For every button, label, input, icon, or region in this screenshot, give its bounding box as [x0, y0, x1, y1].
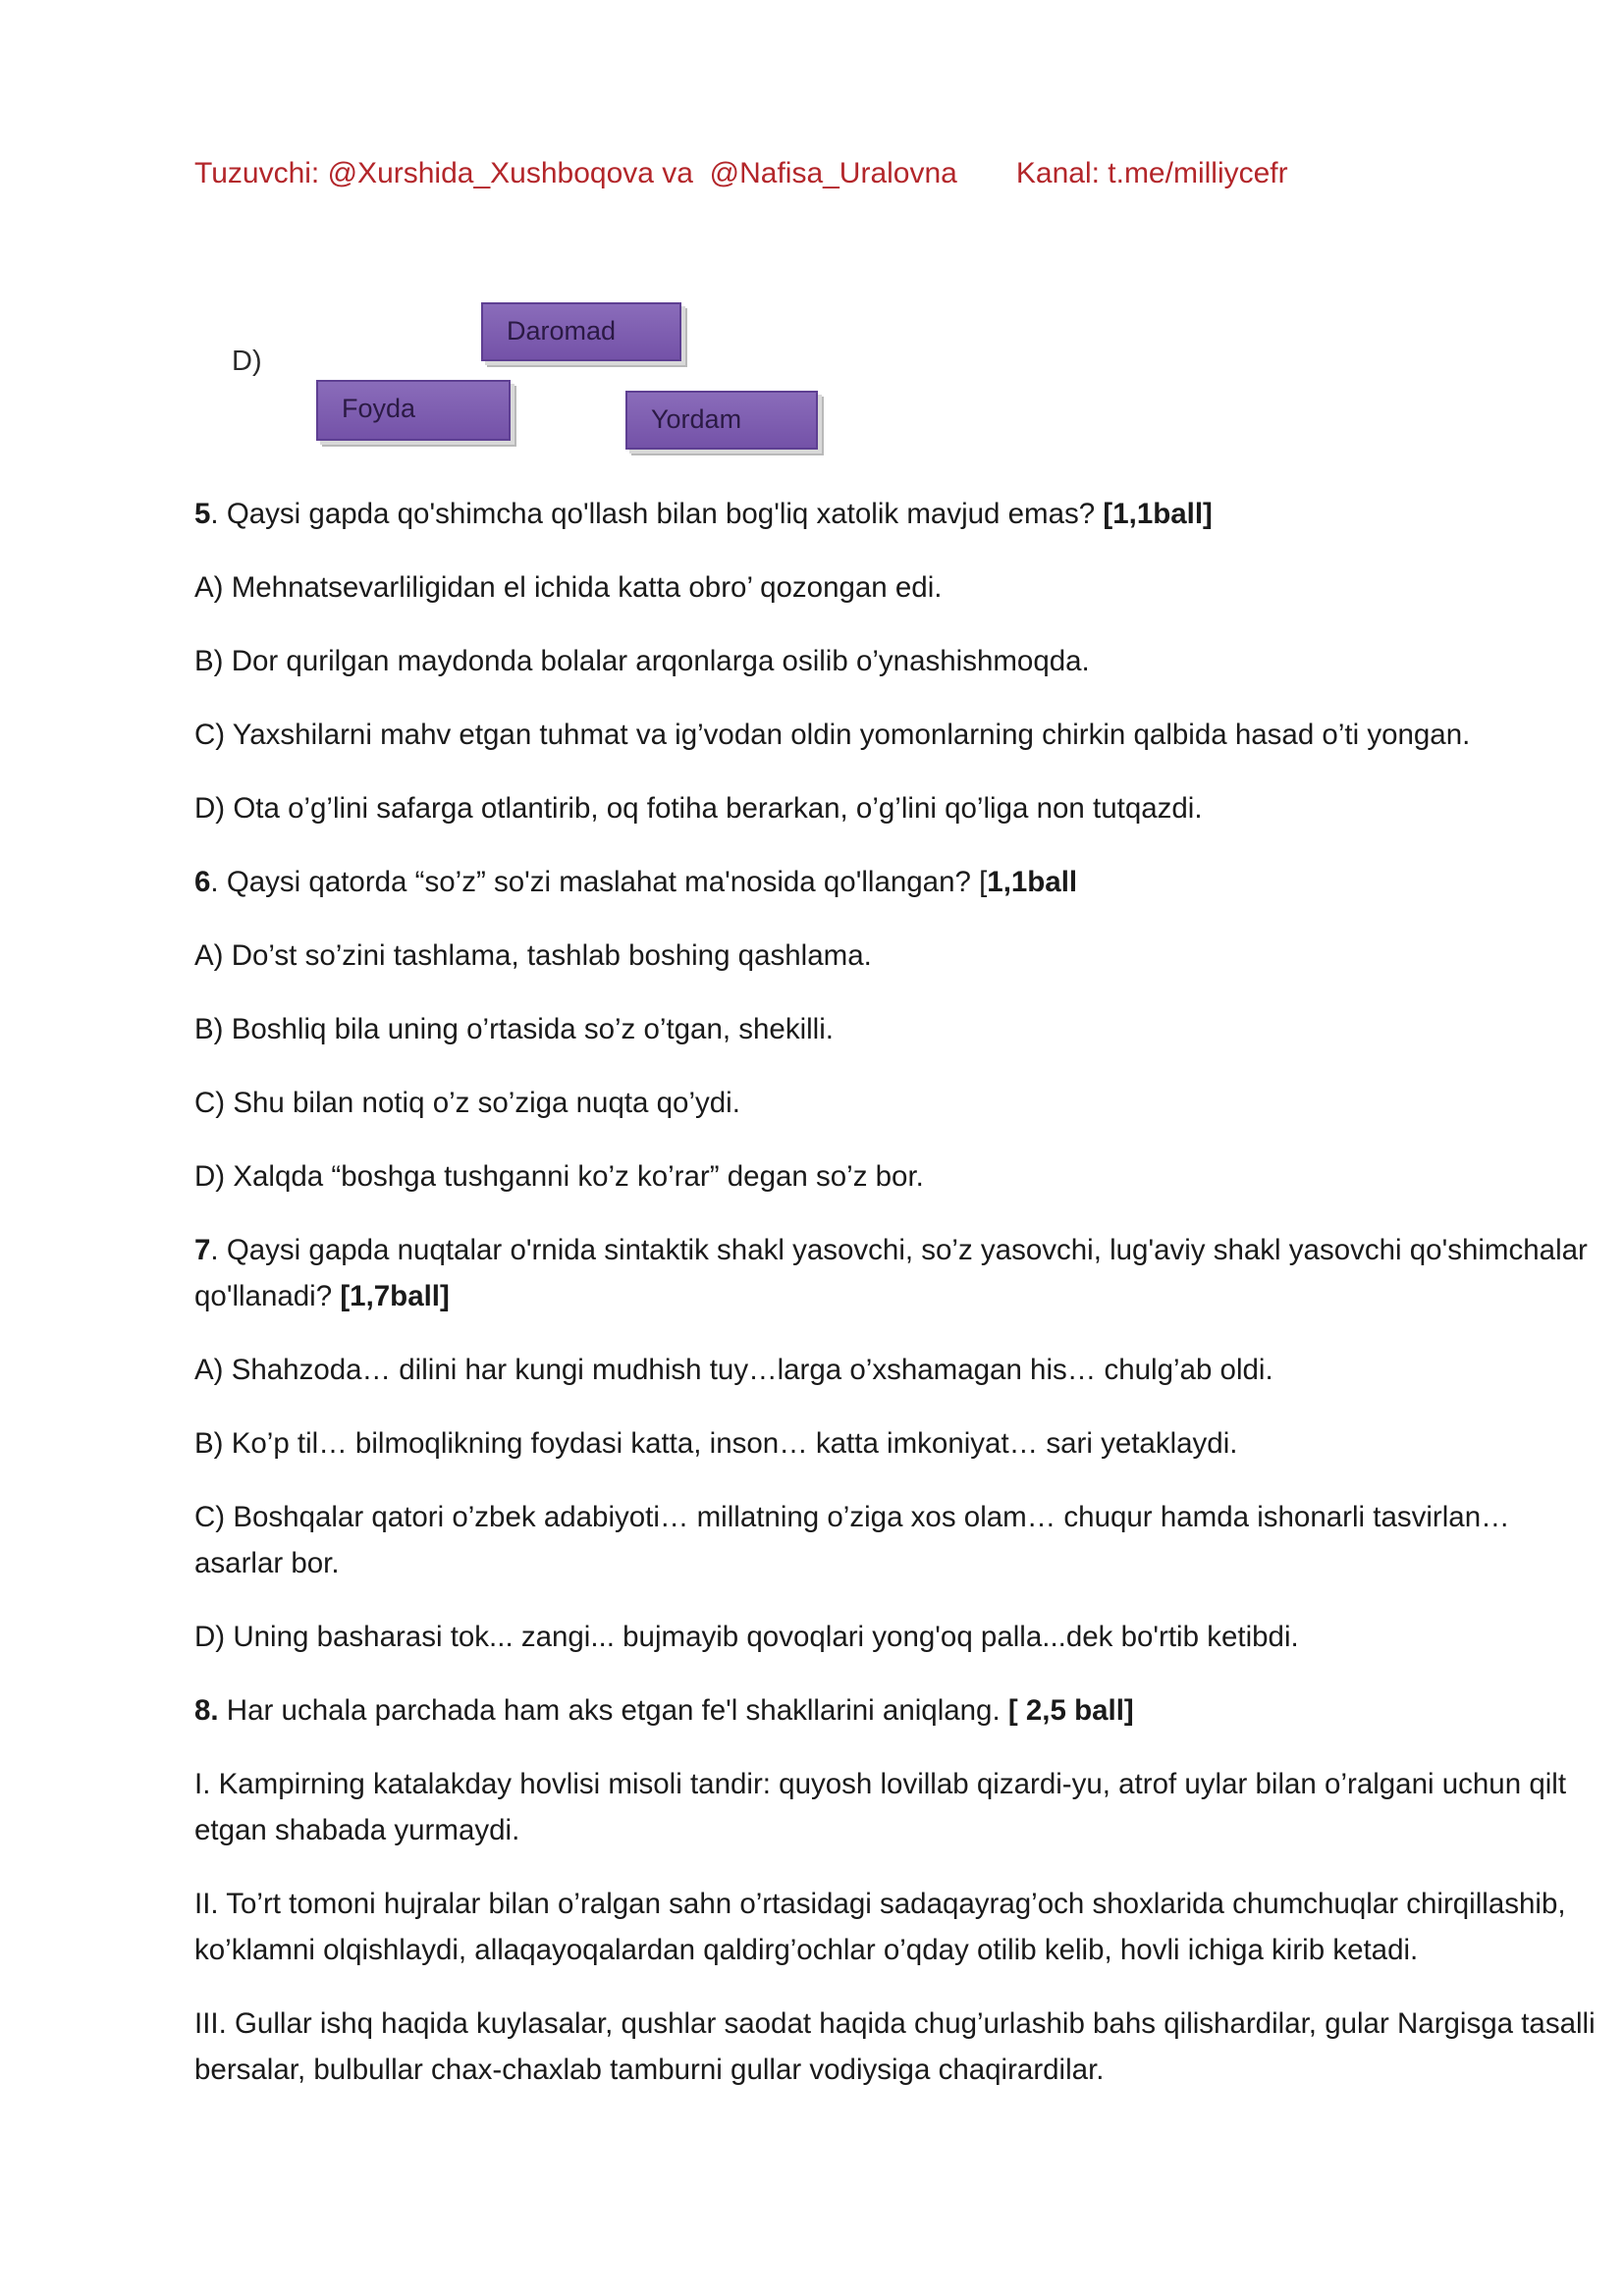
- question-7: [194, 1227, 1598, 1319]
- question-number: 8.: [194, 1694, 219, 1727]
- question-text: . Qaysi gapda nuqtalar o'rnida sintaktik shakl yasovchi, so’z yasovchi, lug'aviy shakl yasovchi qo'shimchalar qo'llanadi?: [194, 1234, 1588, 1312]
- diagram-box-daromad: [481, 302, 681, 361]
- diagram-box-label: Foyda: [342, 394, 416, 423]
- option-d-diagram: [0, 0, 1624, 471]
- diagram-box-label: Yordam: [651, 404, 742, 434]
- question-text: . Qaysi gapda qo'shimcha qo'llash bilan bog'liq xatolik mavjud emas?: [210, 498, 1104, 530]
- answer-option: B) Boshliq bila uning o’rtasida so’z o’tgan, shekilli.: [194, 1013, 834, 1045]
- diagram-box-label: Daromad: [507, 316, 617, 346]
- answer-option: A) Shahzoda… dilini har kungi mudhish tuy…larga o’xshamagan his… chulg’ab oldi.: [194, 1354, 1273, 1386]
- passage-paragraph: II. To’rt tomoni hujralar bilan o’ralgan sahn o’rtasidagi sadaqayrag’och shoxlarida chumchuqlar chirqillashib, ko’klamni olqishlaydi, allaqayoqalardan qaldirg’ochlar o’qday otilib kelib, hovli ichiga kirib ketadi.: [194, 1888, 1566, 1966]
- question-6: [194, 859, 1598, 905]
- diagram-box-yordam: [625, 391, 818, 450]
- answer-option: D) Ota o’g’lini safarga otlantirib, oq fotiha berarkan, o’g’lini qo’liga non tutqazdi.: [194, 792, 1203, 825]
- question-number: 5: [194, 498, 211, 530]
- answer-option: B) Ko’p til… bilmoqlikning foydasi katta, inson… katta imkoniyat… sari yetaklaydi.: [194, 1427, 1238, 1460]
- author-line: Tuzuvchi: @Xurshida_Xushboqova va @Nafisa_Uralovna: [194, 157, 957, 189]
- answer-option: A) Do’st so’zini tashlama, tashlab boshing qashlama.: [194, 939, 872, 972]
- question-score: [1,1ball]: [1103, 498, 1213, 530]
- question-score: 1,1ball: [987, 866, 1078, 898]
- answer-option: B) Dor qurilgan maydonda bolalar arqonlarga osilib o’ynashishmoqda.: [194, 645, 1090, 677]
- channel-link[interactable]: Kanal: t.me/milliycefr: [1015, 157, 1288, 189]
- option-d-label: D): [232, 346, 262, 377]
- answer-option: C) Yaxshilarni mahv etgan tuhmat va ig’vodan oldin yomonlarning chirkin qalbida hasad o’ti yongan.: [194, 719, 1471, 751]
- question-score: [1,7ball]: [340, 1280, 450, 1312]
- answer-option: C) Boshqalar qatori o’zbek adabiyoti… millatning o’ziga xos olam… chuqur hamda ishonarli tasvirlan… asarlar bor.: [194, 1501, 1510, 1579]
- passage-paragraph: I. Kampirning katalakday hovlisi misoli tandir: quyosh lovillab qizardi-yu, atrof uylar bilan o’ralgani uchun qilt etgan shabada yurmaydi.: [194, 1768, 1567, 1846]
- question-number: 7: [194, 1234, 211, 1266]
- answer-option: D) Uning basharasi tok... zangi... bujmayib qovoqlari yong'oq palla...dek bo'rtib ketibdi.: [194, 1621, 1299, 1653]
- question-number: 6: [194, 866, 211, 898]
- answer-option: C) Shu bilan notiq o’z so’ziga nuqta qo’ydi.: [194, 1087, 740, 1119]
- question-5: [194, 491, 1598, 537]
- diagram-box-foyda: [316, 380, 511, 441]
- question-text: . Qaysi qatorda “so’z” so'zi maslahat ma'nosida qo'llangan? [: [210, 866, 988, 898]
- passage-paragraph: III. Gullar ishq haqida kuylasalar, qushlar saodat haqida chug’urlashib bahs qilishardilar, gular Nargisga tasalli bersalar, bulbullar chax-chaxlab tamburni gullar vodiysiga chaqirardilar.: [194, 2007, 1596, 2086]
- question-8: [194, 1687, 1598, 1734]
- question-score: [ 2,5 ball]: [1007, 1694, 1134, 1727]
- answer-option: D) Xalqda “boshga tushganni ko’z ko’rar” degan so’z bor.: [194, 1160, 924, 1193]
- answer-option: A) Mehnatsevarliligidan el ichida katta obro’ qozongan edi.: [194, 571, 943, 604]
- question-text: Har uchala parchada ham aks etgan fe'l shakllarini aniqlang.: [218, 1694, 1008, 1727]
- questions-section: [194, 491, 1598, 2120]
